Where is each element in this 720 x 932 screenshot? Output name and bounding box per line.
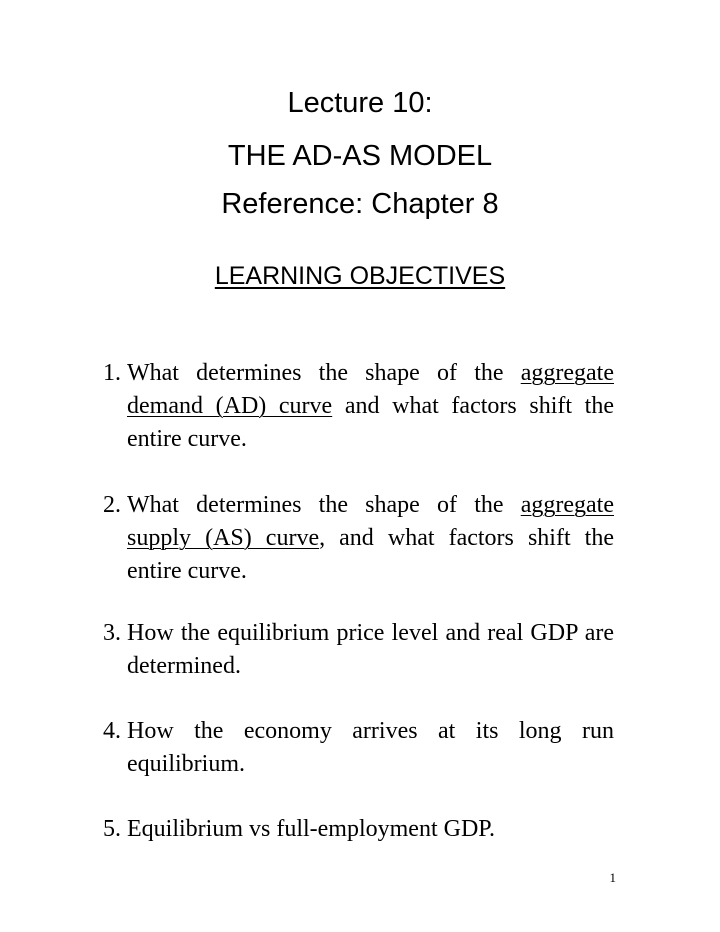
page-number: 1 [609,870,616,885]
objective-item-4 [103,715,614,781]
objective-text: How the economy arrives at its long run equilibrium. [127,718,614,777]
objective-number: 1. [103,360,121,386]
objective-rest: , and what factors shift the entire curve. [127,525,614,584]
objective-rest: and what factors shift the entire curve. [127,393,614,452]
objective-item-1 [103,357,614,456]
reference-line: Reference: Chapter 8 [221,188,499,220]
model-title: THE AD-AS MODEL [227,140,493,172]
objective-text: Equilibrium vs full-employment GDP. [127,816,495,842]
learning-objectives-heading-text: LEARNING OBJECTIVES [214,262,506,290]
objective-lead: What determines the shape of the [127,492,504,518]
objective-item-3 [103,617,614,683]
objective-item-2 [103,489,614,588]
objective-text: How the equilibrium price level and real GDP are determined. [127,620,614,679]
learning-objectives-heading [0,261,720,291]
lecture-title: Lecture 10: [287,87,433,119]
objective-text [127,489,614,588]
objective-lead: What determines the shape of the [127,360,504,386]
objective-number: 4. [103,718,121,744]
objective-text [127,357,614,456]
objective-item-5 [103,813,614,846]
objective-underlined-term: aggregate demand (AD) curve [127,360,615,419]
objective-number: 3. [103,620,121,646]
objective-number: 2. [103,492,121,518]
objective-underlined-term: aggregate supply (AS) curve [127,492,615,551]
objective-number: 5. [103,816,121,842]
